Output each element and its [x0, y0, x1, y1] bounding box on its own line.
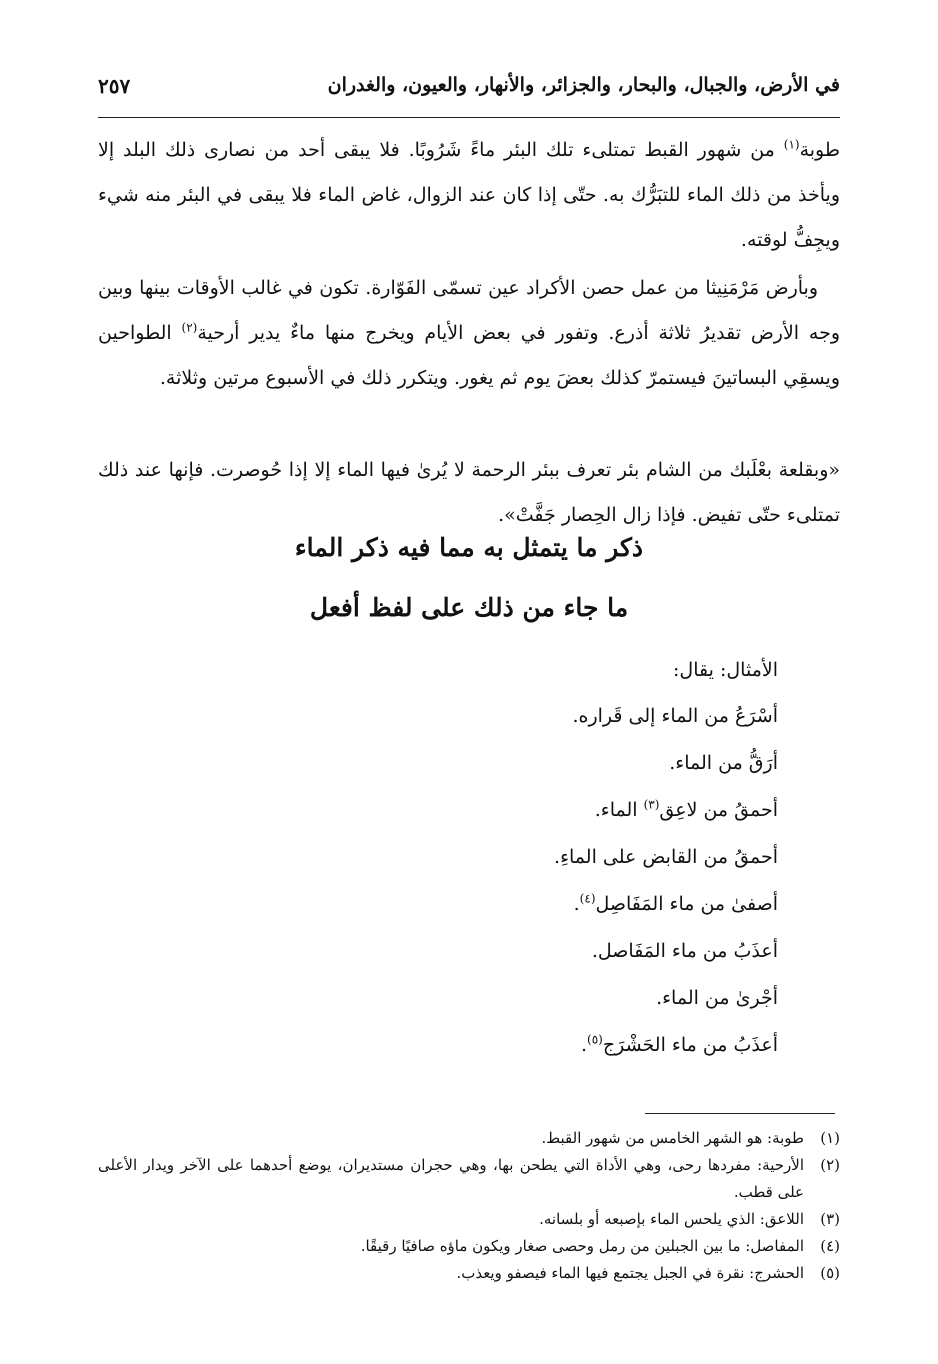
header-divider [98, 117, 840, 118]
footnote-item [98, 1152, 840, 1206]
footnote-number: (٣) [820, 1210, 840, 1228]
footnote-divider [645, 1113, 835, 1114]
proverb-item [278, 787, 778, 834]
footnote-ref-1: (١) [783, 137, 800, 152]
footnote-item [98, 1233, 840, 1260]
footnote-item [98, 1206, 840, 1233]
proverb-text: أسْرَعُ من الماء إلى قَراره. [572, 705, 778, 727]
footnote-text: المفاصل: ما بين الجبلين من رمل وحصى صغار ويكون ماؤه صافيًا رقيقًا. [360, 1237, 804, 1255]
paragraph-text: «وبقلعة بعْلَبك من الشام بئر تعرف ببئر الرحمة لا يُرىٰ فيها الماء إلا إذا حُوصرت. فإنها عند ذلك تمتلىء حتّى تفيض. فإذا زال الحِصار جَفَّتْ». [98, 459, 840, 526]
proverb-item [278, 975, 778, 1022]
proverb-item [278, 928, 778, 975]
footnote-text: اللاعق: الذي يلحس الماء بإصبعه أو بلسانه. [539, 1210, 804, 1228]
proverb-text: أصفىٰ من ماء المَفَاصِل [595, 893, 778, 915]
footnote-number: (٢) [820, 1156, 840, 1174]
proverbs-list [278, 648, 778, 1069]
footnote-item [98, 1125, 840, 1152]
paragraph-text: الطواحين ويسقِي البساتينَ فيستمرّ كذلك بعضَ يوم ثم يغور. ويتكرر ذلك في الأسبوع مرتين وثلاثة. [98, 322, 840, 389]
proverb-text: أجْرىٰ من الماء. [656, 987, 778, 1009]
proverb-text-end: . [580, 1034, 587, 1056]
footnote-ref-3: (٣) [643, 797, 660, 812]
proverbs-intro: الأمثال: يقال: [673, 659, 778, 681]
footnote-text: الأرحية: مفردها رحى، وهي الأداة التي يطحن بها، وهي حجران مستديران، يوضع أحدهما على الآخر ويدار الأعلى على قطب. [98, 1156, 804, 1201]
paragraph-text: من شهور القبط تمتلىء تلك البئر ماءً شَرُوبًا. فلا يبقى أحد من نصارى ذلك البلد إلا ويأخذ من ذلك الماء للتبَرُّك به. حتّى إذا كان عند الزوال، غاض الماء فلا يبقى في البئر منه شيء ويجِفُّ لوقته. [98, 139, 840, 251]
proverb-item [278, 693, 778, 740]
proverb-text: أحمقُ من القابض على الماءِ. [554, 846, 778, 868]
proverb-text: أعذَبُ من ماء الحَشْرَج [602, 1034, 778, 1056]
subsection-heading: ما جاء من ذلك على لفظ أفعل [309, 593, 629, 622]
running-header-title: في الأرض، والجبال، والبحار، والجزائر، والأنهار، والعيون، والغدران [327, 74, 840, 96]
footnote-item [98, 1260, 840, 1287]
footnote-text: الحشرج: نقرة في الجبل يجتمع فيها الماء فيصفو ويعذب. [456, 1264, 804, 1282]
proverb-text: أرَقُّ من الماء. [669, 752, 778, 774]
proverb-item [278, 834, 778, 881]
footnote-ref-5: (٥) [587, 1032, 603, 1047]
proverb-text-end: الماء. [594, 799, 644, 821]
paragraph-text: وبأرض مَرْمَنِيثا من عمل حصن الأكراد عين تسمّى الفَوّارة. تكون في غالب الأوقات بينها وبين وجه الأرض تقديرُ ثلاثة أذرع. وتفور في بعض الأيام ويخرج منها ماءٌ يدير أرحية [98, 277, 841, 344]
footnote-ref-2: (٢) [181, 320, 198, 335]
proverb-text: أعذَبُ من ماء المَفَاصل. [591, 940, 778, 962]
page-number: ٢٥٧ [98, 74, 131, 98]
paragraph-text: طوبة [799, 139, 840, 161]
footnote-number: (٤) [820, 1237, 840, 1255]
proverb-item [278, 740, 778, 787]
footnote-text: طوبة: هو الشهر الخامس من شهور القبط. [541, 1129, 804, 1147]
footnote-number: (٥) [820, 1264, 840, 1282]
section-heading: ذكر ما يتمثل به مما فيه ذكر الماء [294, 533, 644, 562]
proverb-text: أحمقُ من لاعِق [659, 799, 778, 821]
proverb-item [278, 1022, 778, 1069]
paragraph-2 [98, 266, 840, 401]
paragraph-3 [98, 448, 840, 538]
footnote-ref-4: (٤) [579, 891, 596, 906]
footnote-number: (١) [820, 1129, 840, 1147]
paragraph-1 [98, 128, 840, 263]
proverb-item [278, 881, 778, 928]
footnotes-list [98, 1125, 840, 1287]
proverb-text-end: . [573, 893, 580, 915]
